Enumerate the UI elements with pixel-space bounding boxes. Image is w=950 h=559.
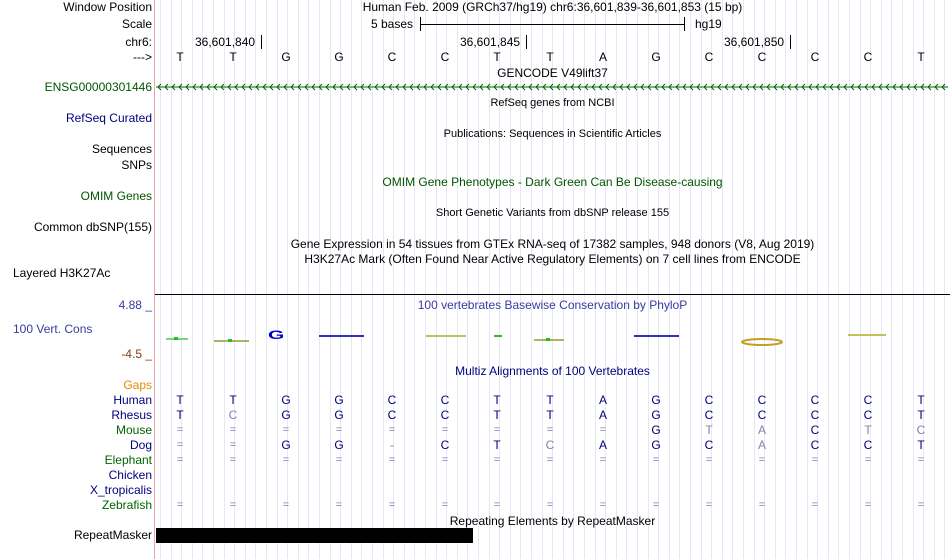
sequence-base: G [281,50,291,64]
sequence-base: A [598,50,607,64]
aligned-base: G [651,393,661,407]
aligned-base: T [493,393,501,407]
aligned-base: = [811,454,819,466]
aligned-base: = [493,454,501,466]
aligned-base: = [917,454,925,466]
aligned-base: C [810,393,820,407]
publications-track-title[interactable]: Publications: Sequences in Scientific Articles [443,128,662,140]
aligned-base: T [705,423,713,437]
coord-tick [790,35,791,49]
gencode-gene-feature[interactable] [156,82,948,92]
dbsnp-track-title[interactable]: Short Genetic Variants from dbSNP release 155 [435,207,670,219]
coord-tick [261,35,262,49]
sequences-label[interactable]: Sequences [91,142,152,156]
aligned-base: = [599,499,607,511]
aligned-base: - [390,438,394,452]
species-label[interactable]: Rhesus [111,408,152,422]
sequence-base: C [440,50,450,64]
repeatmasker-element[interactable] [156,528,473,543]
aligned-base: = [229,424,237,436]
sequence-base: G [651,50,661,64]
coord-label: 36,601,840 [195,35,256,49]
aligned-base: = [229,454,237,466]
aligned-base: C [704,408,714,422]
aligned-base: = [546,424,554,436]
aligned-base: T [546,393,554,407]
aligned-base: A [598,393,607,407]
aligned-base: = [493,499,501,511]
aligned-base: = [864,454,872,466]
sequence-base: C [863,50,873,64]
species-label[interactable]: Zebrafish [101,498,152,512]
aligned-base: = [176,454,184,466]
aligned-base: G [281,438,291,452]
aligned-base: T [493,408,501,422]
h3k27ac-baseline [155,294,950,295]
aligned-base: T [917,393,925,407]
aligned-base: = [335,499,343,511]
aligned-base: = [176,499,184,511]
aligned-base: A [757,438,766,452]
aligned-base: T [229,393,237,407]
aligned-base: A [598,438,607,452]
aligned-base: = [599,424,607,436]
aligned-base: G [651,423,661,437]
sequence-base: T [917,50,925,64]
sequence-base: C [387,50,397,64]
aligned-base: = [599,454,607,466]
sequence-base: C [757,50,767,64]
aligned-base: C [810,423,820,437]
snps-label[interactable]: SNPs [121,158,152,172]
aligned-base: C [704,438,714,452]
aligned-base: C [863,408,873,422]
strand-arrow-label: ---> [133,50,152,64]
aligned-base: = [758,454,766,466]
aligned-base: = [388,424,396,436]
sequence-base: C [810,50,820,64]
aligned-base: C [228,408,238,422]
aligned-base: G [334,438,344,452]
aligned-base: = [388,499,396,511]
repeatmasker-label[interactable]: RepeatMasker [73,528,152,542]
coord-tick [526,35,527,49]
aligned-base: T [546,408,554,422]
aligned-base: C [757,393,767,407]
aligned-base: T [917,438,925,452]
aligned-base: C [757,408,767,422]
window-position-label: Window Position [63,0,152,14]
species-label[interactable]: Human [113,393,152,407]
gtex-track-title[interactable]: Gene Expression in 54 tissues from GTEx RNA-seq of 17382 samples, 948 donors (V8, Aug 2019) [290,237,815,251]
aligned-base: = [229,499,237,511]
conservation-track-title[interactable]: 100 vertebrates Basewise Conservation by PhyloP [417,298,688,312]
chrom-label: chr6: [125,35,152,49]
coord-label: 36,601,845 [460,35,521,49]
aligned-base: C [387,408,397,422]
refseq-curated-label[interactable]: RefSeq Curated [65,111,152,125]
aligned-base: C [440,438,450,452]
aligned-base: G [651,408,661,422]
aligned-base: = [864,499,872,511]
svg-text:G: G [268,328,285,343]
scale-bar [420,24,685,25]
refseq-track-title[interactable]: RefSeq genes from NCBI [490,97,615,109]
species-label[interactable]: Mouse [115,423,152,437]
aligned-base: T [493,438,501,452]
h3k27ac-track-title[interactable]: H3K27Ac Mark (Often Found Near Active Regulatory Elements) on 7 cell lines from ENCODE [304,252,801,266]
aligned-base: C [440,408,450,422]
aligned-base: = [546,499,554,511]
aligned-base: T [176,408,184,422]
sequence-base: T [176,50,184,64]
scale-value: 5 bases [371,17,414,31]
scale-bar-right-tick [684,17,685,31]
aligned-base: C [545,438,555,452]
multiz-track-title[interactable]: Multiz Alignments of 100 Vertebrates [455,364,650,378]
aligned-base: G [334,393,344,407]
species-label[interactable]: Elephant [104,453,152,467]
scale-assembly: hg19 [695,17,722,31]
sequence-base: G [334,50,344,64]
sequence-base: T [229,50,237,64]
conservation-label[interactable]: 100 Vert. Cons [13,322,93,336]
repeatmasker-track-title[interactable]: Repeating Elements by RepeatMasker [449,514,656,528]
aligned-base: C [916,423,926,437]
aligned-base: A [598,408,607,422]
aligned-base: = [282,499,290,511]
species-label[interactable]: X_tropicalis [89,483,152,497]
common-dbsnp-label[interactable]: Common dbSNP(155) [33,220,152,234]
aligned-base: = [493,424,501,436]
gencode-track-title[interactable]: GENCODE V49lift37 [497,66,608,80]
aligned-base: = [652,454,660,466]
aligned-base: T [917,408,925,422]
aligned-base: G [651,438,661,452]
aligned-base: T [176,393,184,407]
omim-genes-label[interactable]: OMIM Genes [80,189,152,203]
label-divider [154,0,155,559]
sequence-base: T [546,50,554,64]
aligned-base: C [810,408,820,422]
aligned-base: = [705,499,713,511]
aligned-base: G [281,408,291,422]
aligned-base: = [441,424,449,436]
aligned-base: = [758,499,766,511]
aligned-base: = [282,424,290,436]
aligned-base: = [335,424,343,436]
aligned-base: C [704,393,714,407]
layered-h3k27ac-label[interactable]: Layered H3K27Ac [13,266,111,280]
aligned-base: = [176,424,184,436]
species-label[interactable]: Chicken [108,468,152,482]
aligned-base: C [387,393,397,407]
aligned-base: = [282,454,290,466]
aligned-base: C [810,438,820,452]
aligned-base: = [388,454,396,466]
aligned-base: = [176,439,184,451]
aligned-base: C [863,393,873,407]
aligned-base: C [440,393,450,407]
aligned-base: C [863,438,873,452]
conservation-logo [156,324,948,348]
scale-label: Scale [121,17,152,31]
species-label[interactable]: Dog [129,438,152,452]
aligned-base: = [652,499,660,511]
sequence-base: T [493,50,501,64]
conservation-max-label: 4.88 _ [118,298,152,312]
aligned-base: = [811,499,819,511]
coord-label: 36,601,850 [724,35,785,49]
sequence-base: C [704,50,714,64]
aligned-base: A [757,423,766,437]
aligned-base: = [441,454,449,466]
aligned-base: = [441,499,449,511]
aligned-base: = [229,439,237,451]
gaps-label[interactable]: Gaps [123,378,152,392]
window-position-text: Human Feb. 2009 (GRCh37/hg19) chr6:36,601,839-36,601,853 (15 bp) [362,0,743,14]
conservation-min-label: -4.5 _ [121,347,152,361]
omim-track-title[interactable]: OMIM Gene Phenotypes - Dark Green Can Be Disease-causing [382,175,723,189]
aligned-base: = [546,454,554,466]
aligned-base: G [334,408,344,422]
gencode-gene-label[interactable]: ENSG00000301446 [44,80,152,94]
aligned-base: = [917,499,925,511]
aligned-base: = [335,454,343,466]
aligned-base: G [281,393,291,407]
aligned-base: = [705,454,713,466]
aligned-base: T [864,423,872,437]
